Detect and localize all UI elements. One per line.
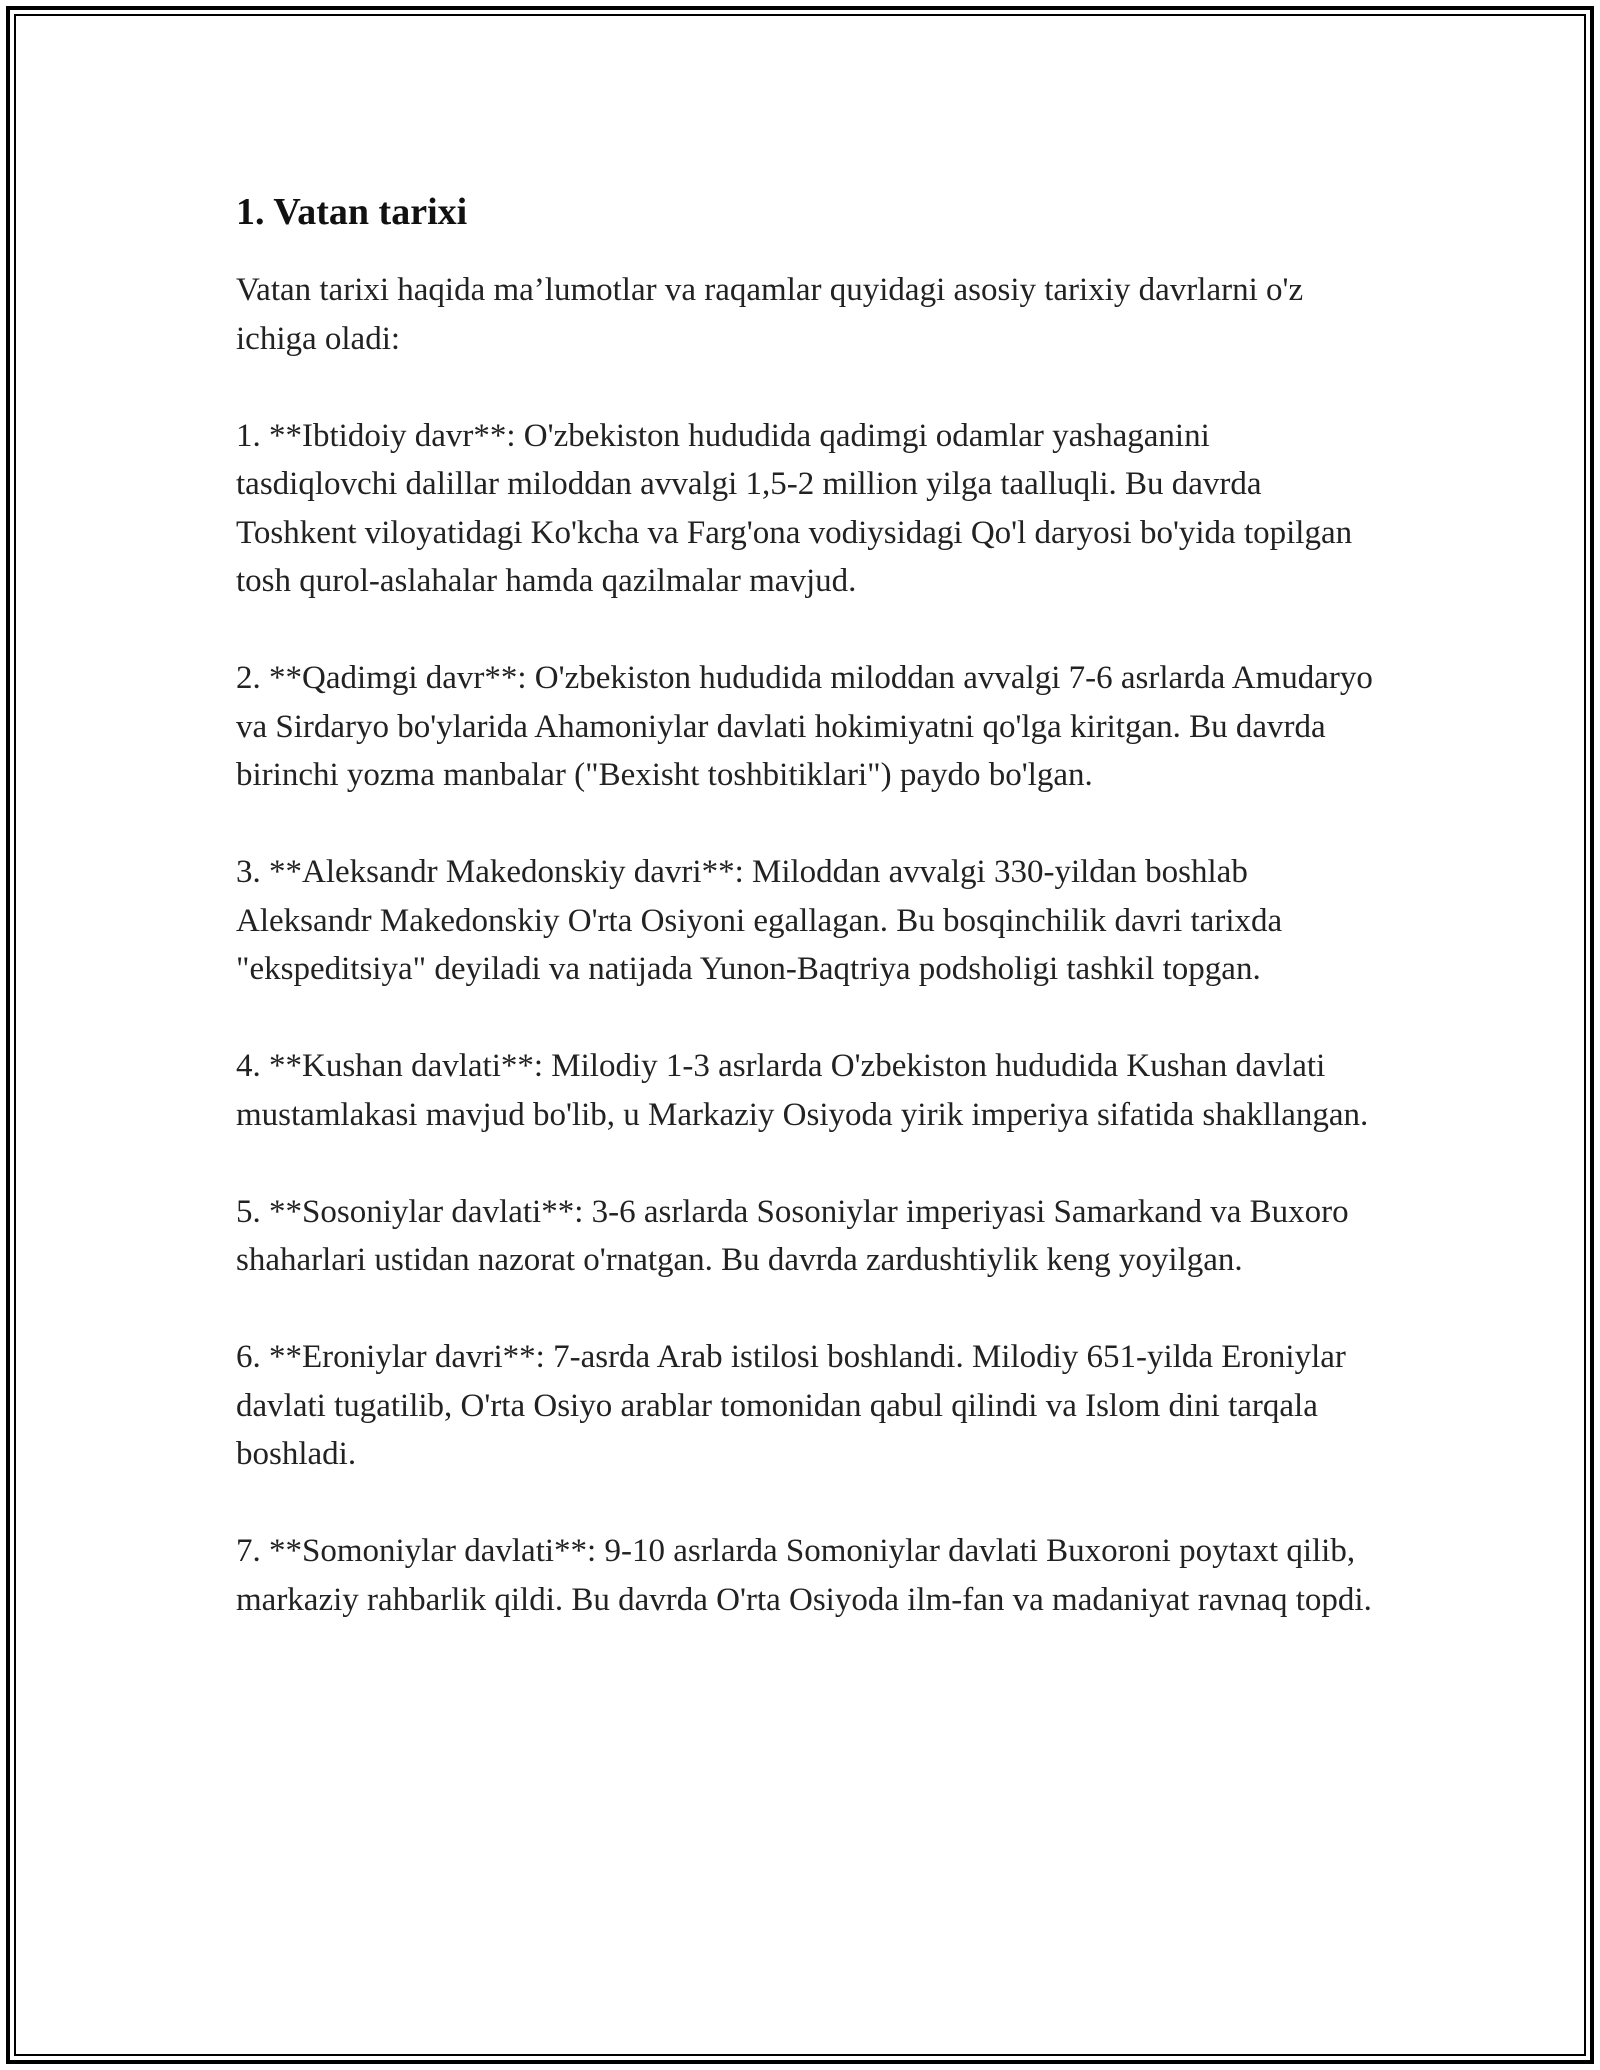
document-body	[236, 188, 1376, 1624]
paragraph-kushan-davlati: 4. **Kushan davlati**: Milodiy 1-3 asrlarda O'zbekiston hududida Kushan davlati mustamlakasi mavjud bo'lib, u Markaziy Osiyoda yirik imperiya sifatida shakllangan.	[236, 1048, 1369, 1133]
paragraph-somoniylar-davlati: 7. **Somoniylar davlati**: 9-10 asrlarda Somoniylar davlati Buxoroni poytaxt qilib, markaziy rahbarlik qildi. Bu davrda O'rta Osiyoda ilm-fan va madaniyat ravnaq topdi.	[236, 1533, 1372, 1618]
document-title: 1. Vatan tarixi	[236, 191, 468, 233]
paragraph-qadimgi-davr: 2. **Qadimgi davr**: O'zbekiston hududida miloddan avvalgi 7-6 asrlarda Amudaryo va Sirdaryo bo'ylarida Ahamoniylar davlati hokimiyatni qo'lga kiritgan. Bu davrda birinchi yozma manbalar ("Bexisht toshbitiklari") paydo bo'lgan.	[236, 660, 1373, 793]
paragraph-aleksandr-makedonskiy-davri: 3. **Aleksandr Makedonskiy davri**: Miloddan avvalgi 330-yildan boshlab Aleksandr Makedonskiy O'rta Osiyoni egallagan. Bu bosqinchilik davri tarixda "ekspeditsiya" deyiladi va natijada Yunon-Baqtriya podsholigi tashkil topgan.	[236, 854, 1283, 987]
paragraph-eroniylar-davri: 6. **Eroniylar davri**: 7-asrda Arab istilosi boshlandi. Milodiy 651-yilda Eroniylar davlati tugatilib, O'rta Osiyo arablar tomonidan qabul qilindi va Islom dini tarqala boshladi.	[236, 1339, 1346, 1472]
paragraph-sosoniylar-davlati: 5. **Sosoniylar davlati**: 3-6 asrlarda Sosoniylar imperiyasi Samarkand va Buxoro shaharlari ustidan nazorat o'rnatgan. Bu davrda zardushtiylik keng yoyilgan.	[236, 1193, 1349, 1278]
intro-paragraph: Vatan tarixi haqida ma’lumotlar va raqamlar quyidagi asosiy tarixiy davrlarni o'z ichiga oladi:	[236, 272, 1304, 357]
paragraph-ibtidoiy-davr: 1. **Ibtidoiy davr**: O'zbekiston hududida qadimgi odamlar yashaganini tasdiqlovchi dalillar miloddan avvalgi 1,5-2 million yilga taalluqli. Bu davrda Toshkent viloyatidagi Ko'kcha va Farg'ona vodiysidagi Qo'l daryosi bo'yida topilgan tosh qurol-aslahalar hamda qazilmalar mavjud.	[236, 417, 1353, 599]
